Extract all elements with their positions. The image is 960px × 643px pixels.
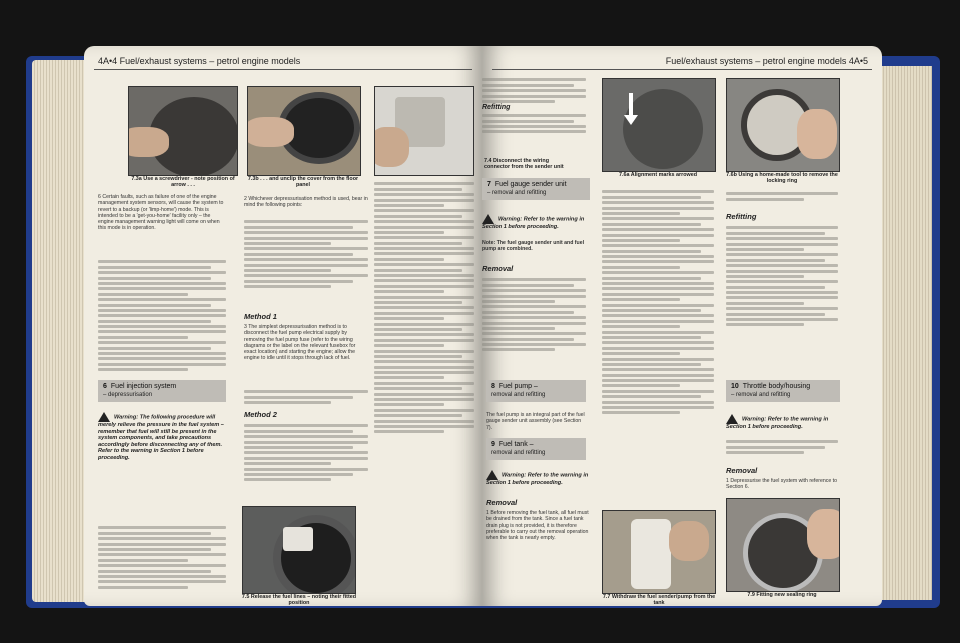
left-col3-text: [374, 180, 474, 600]
section-9-text: 1 Before removing the fuel tank, all fuel must be drained from the tank. Since a fuel tank drain plug is not provided, it is therefore preferable to carry out the removal operation when the tank is nearly empty.: [486, 510, 589, 542]
caption-7-7: 7.7 Withdraw the fuel sender/pump from the tank: [602, 594, 716, 606]
section-6-title: Fuel injection system: [110, 383, 177, 390]
section-8-number: 8: [491, 383, 495, 390]
header-rule-right: [492, 69, 872, 70]
section-7-number: 7: [487, 181, 491, 188]
section-6-number: 6: [103, 383, 107, 390]
section-7-heading: [482, 178, 590, 200]
section-10-note: [726, 438, 838, 464]
caption-7-6a: 7.6a Alignment marks arrowed: [619, 172, 697, 178]
section-7-warning-text: Warning: Refer to the warning in Section 1 before proceeding.: [482, 216, 585, 230]
caption-7-3b: 7.3b . . . and unclip the cover from the floor panel: [247, 176, 359, 189]
section-10-removal-heading: Removal: [726, 466, 758, 475]
section-7-removal-text: [482, 276, 586, 376]
section-9-number: 9: [491, 441, 495, 448]
right-page: [482, 46, 882, 606]
left-page: [84, 46, 482, 606]
warning-text: Warning: The following procedure will merely relieve the pressure in the fuel system – remember that fuel will still be present in the system components, and take precautions accordingly before disconnecting any of them. Refer to the warning in Section 1 before proceeding.: [98, 414, 224, 461]
method-2-text: [244, 422, 368, 502]
left-col1-para: 6 Certain faults, such as failure of one of the engine management system sensors, will cause the system to revert to a backup (or 'limp-home') mode. This is intended to be a 'get-you-home' facility only – the engine management warning light will come on when this mode is in operation.: [98, 194, 224, 232]
right-col3-refit-text: [726, 224, 838, 374]
warning-triangle-icon-10: [726, 414, 738, 424]
section-10-text: 1 Depressurise the fuel system with reference to Section 6.: [726, 478, 838, 491]
right-col1-top-text: [482, 76, 586, 146]
section-10-subtitle: – removal and refitting: [731, 392, 791, 398]
method-2-heading: Method 2: [244, 410, 277, 419]
caption-7-5: 7.5 Release the fuel lines – noting their fitted position: [241, 594, 357, 606]
left-col2-para: 2 Whichever depressurisation method is used, bear in mind the following points:: [244, 196, 368, 209]
left-col2-text: [244, 218, 368, 308]
right-col3-top-text: [726, 190, 838, 210]
warning-triangle-icon-7: [482, 214, 494, 224]
left-page-header: 4A•4 Fuel/exhaust systems – petrol engine models: [98, 56, 301, 66]
left-col1-text-bottom: [98, 524, 226, 604]
section-7-subtitle: – removal and refitting: [487, 190, 547, 196]
right-page-header: Fuel/exhaust systems – petrol engine models 4A•5: [665, 56, 868, 66]
left-col1-text: [98, 258, 226, 376]
right-col2-text: [602, 188, 714, 506]
photo-7-3a: [128, 86, 238, 176]
section-7-warning: [482, 214, 586, 236]
photo-7-5: [242, 506, 356, 594]
section-10-title: Throttle body/housing: [742, 383, 811, 390]
section-8-subtitle: removal and refitting: [491, 392, 546, 398]
section-9-title: Fuel tank –: [498, 441, 534, 448]
section-8-text: The fuel pump is an integral part of the fuel gauge sender unit assembly (see Section 7).: [486, 412, 585, 431]
caption-7-9: 7.9 Fitting new sealing ring: [747, 592, 817, 598]
section-9-warning: [486, 470, 590, 492]
section-6-warning: [98, 412, 228, 522]
refitting-heading-2: Refitting: [726, 212, 757, 221]
section-10-number: 10: [731, 383, 739, 390]
warning-triangle-icon: [98, 412, 110, 422]
section-10-warning: [726, 414, 840, 436]
method-1-para: 3 The simplest depressurisation method is to disconnect the fuel pump electrical supply by removing the fuel pump fuse (refer to the wiring diagrams or the label on the relevant fusebox for exact location) and starting the engine; allow the engine to idle until it stops through lack of fuel.: [244, 324, 356, 362]
section-10-heading: [726, 380, 840, 402]
warning-triangle-icon-9: [486, 470, 498, 480]
section-10-warning-text: Warning: Refer to the warning in Section 1 before proceeding.: [726, 416, 829, 430]
photo-7-9: [726, 498, 840, 592]
caption-7-3a: 7.3a Use a screwdriver - note position of arrow . . .: [131, 176, 235, 189]
section-8-heading: [486, 380, 586, 402]
section-6-subtitle: – depressurisation: [103, 392, 153, 398]
section-9-heading: [486, 438, 586, 460]
photo-7-7: [602, 510, 716, 594]
caption-7-6b: 7.6b Using a home-made tool to remove the locking ring: [726, 172, 838, 185]
section-7-title: Fuel gauge sender unit: [494, 181, 567, 188]
section-9-subtitle: removal and refitting: [491, 450, 546, 456]
section-6-heading: [98, 380, 226, 402]
section-7-removal-heading: Removal: [482, 264, 514, 273]
method-1-text: [244, 388, 368, 408]
refitting-heading: Refitting: [482, 104, 511, 112]
section-7-note: Note: The fuel gauge sender unit and fuel pump are combined.: [482, 240, 585, 253]
photo-7-4: [374, 86, 474, 176]
photo-7-6a: [602, 78, 716, 172]
header-rule: [94, 69, 472, 70]
method-1-heading: Method 1: [244, 312, 277, 321]
photo-7-6b: [726, 78, 840, 172]
caption-7-4: 7.4 Disconnect the wiring connector from the sender unit: [484, 158, 564, 171]
section-8-title: Fuel pump –: [498, 383, 538, 390]
photo-7-3b: [247, 86, 361, 176]
section-9-warning-text: Warning: Refer to the warning in Section 1 before proceeding.: [486, 472, 589, 486]
section-9-removal-heading: Removal: [486, 498, 518, 507]
